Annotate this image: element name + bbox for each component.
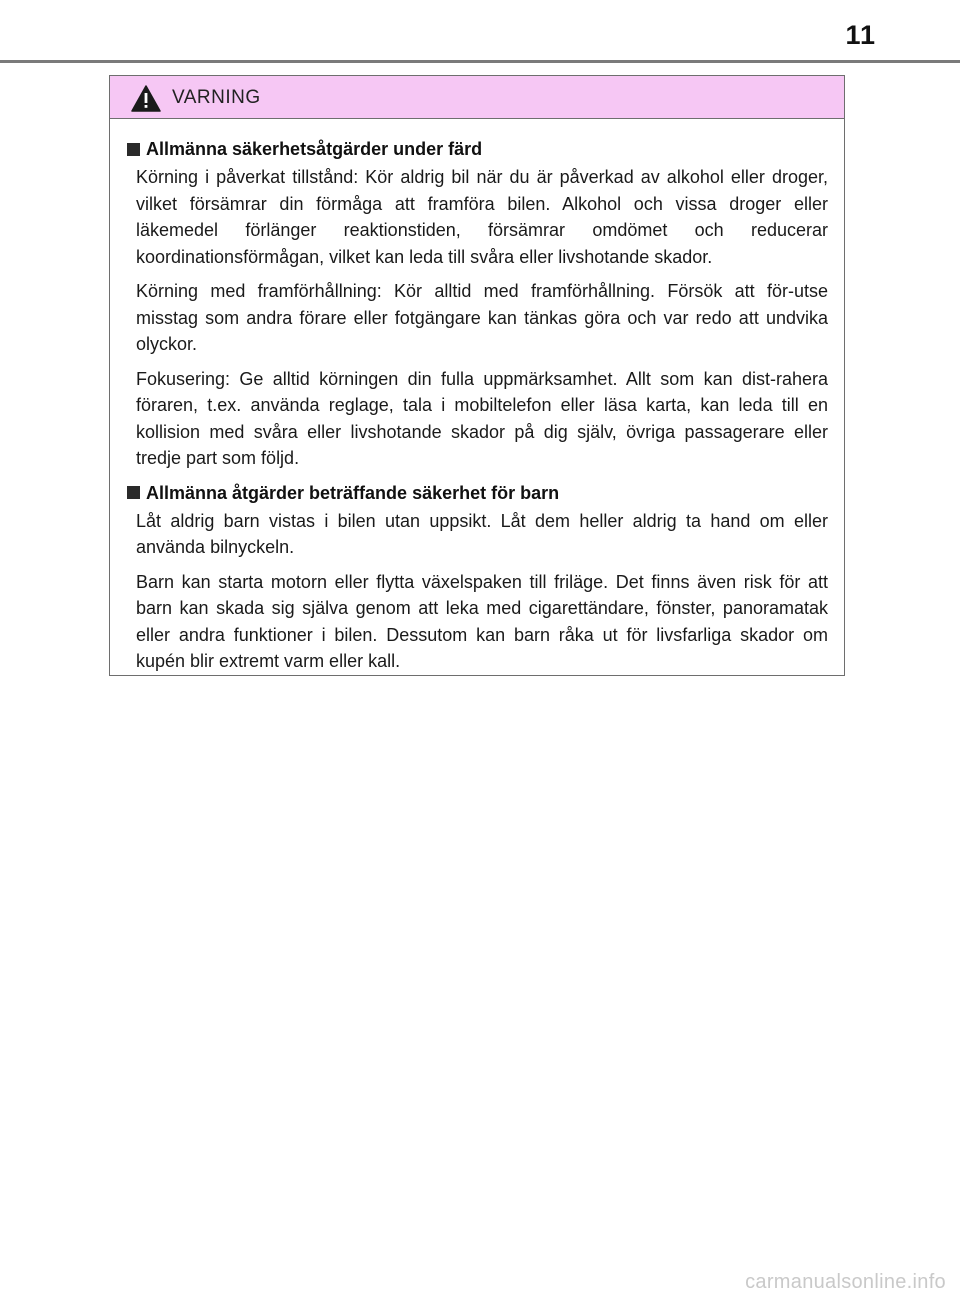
section-heading — [127, 480, 828, 506]
paragraph-impaired-driving: Körning i påverkat tillstånd: Kör aldrig bil när du är påverkad av alkohol eller droger, vilket försämrar din förmåga att framföra bilen. Alkohol och vissa droger eller läkemedel förlänger reaktionstiden, försämrar omdömet och reducerar koordinationsförmågan, vilket kan leda till svåra eller livshotande skador. — [136, 167, 828, 267]
paragraph-child-risks: Barn kan starta motorn eller flytta växelspaken till friläge. Det finns även risk för att barn kan skada sig själva genom att leka med cigarettändare, fönster, panoramatak eller andra funktioner i bilen. Dessutom kan barn råka ut för livsfarliga skador om kupén blir extremt varm eller kall. — [136, 571, 828, 671]
paragraph-child-supervision: Låt aldrig barn vistas i bilen utan uppsikt. Låt dem heller aldrig ta hand om eller använda bilnyckeln. — [136, 510, 828, 557]
section-heading-text: Allmänna åtgärder beträffande säkerhet för barn — [146, 482, 560, 503]
paragraph-defensive-driving: Körning med framförhållning: Kör alltid med framförhållning. Försök att för-utse misstag som andra förare eller fotgängare kan tänkas göra och var redo att undvika olyckor. — [136, 281, 828, 354]
warning-header — [110, 76, 844, 119]
warning-body — [110, 119, 844, 675]
paragraph-focus: Fokusering: Ge alltid körningen din fulla uppmärksamhet. Allt som kan dist-rahera föraren, t.ex. använda reglage, tala i mobiltelefon eller läsa karta, kan leda till en kollision med svåra eller livshotande skador på dig själv, övriga passagerare eller tredje part som följd. — [136, 368, 828, 468]
section-heading-text: Allmänna säkerhetsåtgärder under färd — [146, 139, 483, 159]
page-number: 11 — [845, 20, 876, 50]
warning-triangle-icon — [131, 85, 161, 112]
square-bullet-icon — [127, 143, 140, 156]
warning-title: VARNING — [172, 87, 261, 108]
watermark: carmanualsonline.info — [745, 1271, 946, 1293]
square-bullet-icon — [127, 486, 140, 499]
warning-box — [109, 75, 845, 676]
section-heading — [127, 136, 828, 162]
header-rule — [0, 60, 960, 63]
